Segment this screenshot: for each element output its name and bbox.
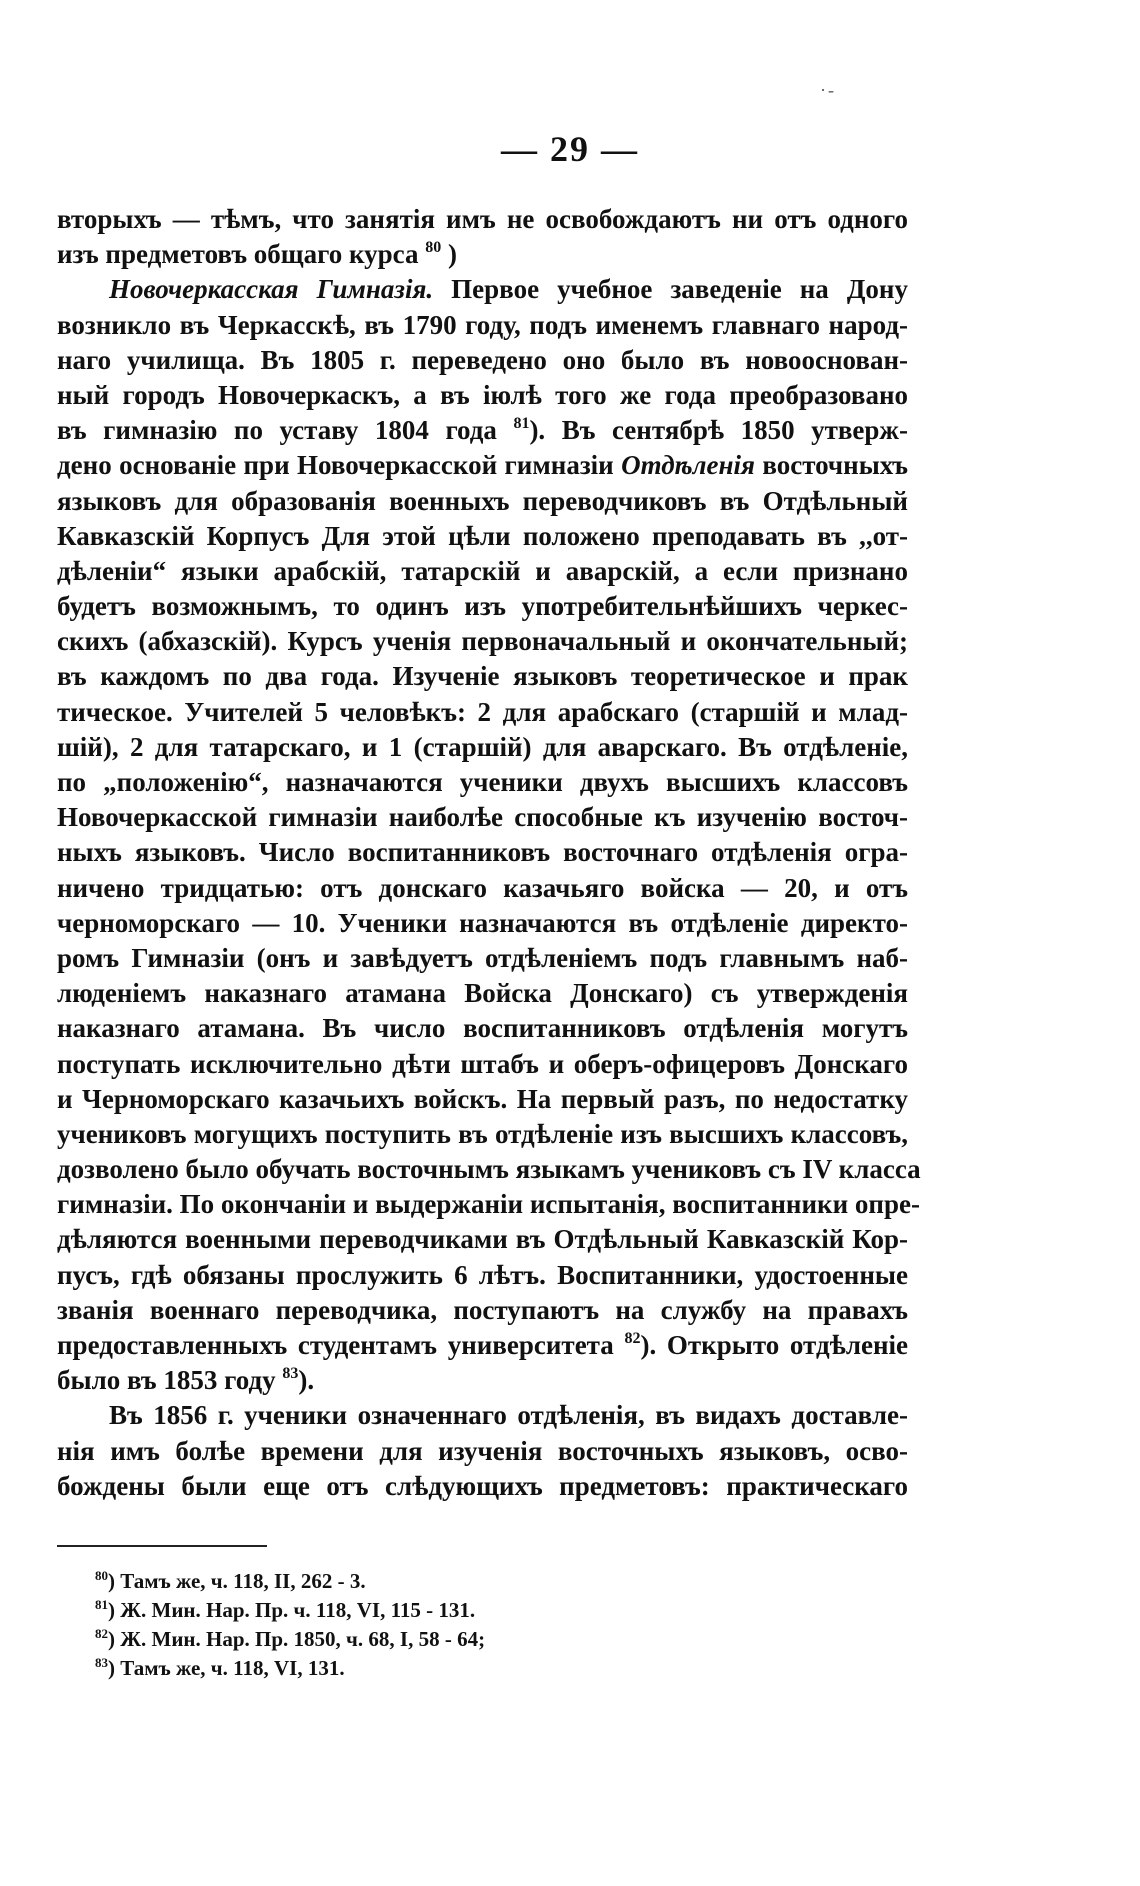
text-line: въ гимназію по уставу 1804 года $^{81}$). Въ сентябрѣ 1850 утверж- xyxy=(57,415,908,446)
text-line: гимназіи. По окончаніи и выдержаніи испытанія, воспитанники опре- xyxy=(57,1189,920,1220)
text-line: вторыхъ — тѣмъ, что занятія имъ не освобождаютъ ни отъ одного xyxy=(57,204,908,234)
body-text xyxy=(57,202,921,1504)
text-line: дѣляются военными переводчиками въ Отдѣльный Кавказскій Кор- xyxy=(57,1224,908,1255)
text-line: дѣленіи“ языки арабскій, татарскій и аварскій, а если признано xyxy=(57,555,908,586)
footnote-number: 83 xyxy=(95,1655,108,1670)
text-line: наказнаго атамана. Въ число воспитанниковъ отдѣленія могутъ xyxy=(57,1013,908,1044)
text-line: дено основаніе при Новочеркасской гимназіи Отдѣленія восточныхъ xyxy=(57,450,908,481)
text-line: шій), 2 для татарскаго, и 1 (старшій) для аварскаго. Въ отдѣленіе, xyxy=(57,731,908,762)
footnotes xyxy=(95,1567,795,1683)
footnote-number: 80 xyxy=(95,1568,108,1583)
footnote-ref: 82 xyxy=(624,1330,641,1347)
text-line: изъ предметовъ общаго курса $^{80}$ ) xyxy=(57,239,457,270)
text-line: языковъ для образованія военныхъ переводчиковъ въ Отдѣльный xyxy=(57,485,908,516)
footnote-number: 81 xyxy=(95,1597,108,1612)
text-line: тическое. Учителей 5 человѣкъ: 2 для арабскаго (старшій и млад- xyxy=(57,696,908,727)
text-line: черноморскаго — 10. Ученики назначаются въ отдѣленіе директо- xyxy=(57,907,908,938)
text-line: Кавказскій Корпусъ Для этой цѣли положено преподавать въ ,,от- xyxy=(57,520,908,551)
text-line: въ каждомъ по два года. Изученіе языковъ теоретическое и прак xyxy=(57,661,908,692)
section-heading-italic: Новочеркасская Гимназія. xyxy=(109,274,434,305)
footnote-ref: 83 xyxy=(282,1365,299,1383)
text-line: ничено тридцатью: отъ донскаго казачьяго войска — 20, и отъ xyxy=(57,872,908,903)
text-line: поступать исключительно дѣти штабъ и оберъ-офицеровъ Донскаго xyxy=(57,1048,908,1079)
text-line: люденіемъ наказнаго атамана Войска Донскаго) съ утвержденія xyxy=(57,978,908,1009)
text-line: и Черноморскаго казачьихъ войскъ. На первый разъ, по недостатку xyxy=(57,1083,908,1114)
footnote: $^{81}$) Ж. Мин. Нар. Пр. ч. 118, VI, 115 - 131. xyxy=(95,1597,476,1622)
text-line: будетъ возможнымъ, то одинъ изъ употребительнѣйшихъ черкес- xyxy=(57,591,908,622)
footnote-number: 82 xyxy=(95,1626,108,1641)
text-line: по „положенію“, назначаются ученики двухъ высшихъ классовъ xyxy=(57,767,908,797)
text-line: ныхъ языковъ. Число воспитанниковъ восточнаго отдѣленія огра- xyxy=(57,837,908,868)
text-line: возникло въ Черкасскѣ, въ 1790 году, подъ именемъ главнаго народ- xyxy=(57,309,908,340)
footnote: $^{80}$) Тамъ же, ч. 118, II, 262 - 3. xyxy=(95,1568,366,1593)
footnote: $^{82}$) Ж. Мин. Нар. Пр. 1850, ч. 68, I, 58 - 64; xyxy=(95,1626,486,1651)
text-line: учениковъ могущихъ поступить въ отдѣленіе изъ высшихъ классовъ, xyxy=(57,1118,908,1149)
text-line: скихъ (абхазскій). Курсъ ученія первоначальный и окончательный; xyxy=(57,626,908,657)
italic-term: Отдѣленія xyxy=(621,450,755,481)
text-line: званія военнаго переводчика, поступаютъ на службу на правахъ xyxy=(57,1294,908,1325)
print-specks: ·- xyxy=(820,80,836,100)
footnote-divider xyxy=(57,1545,267,1547)
text-line: пусъ, гдѣ обязаны прослужить 6 лѣтъ. Воспитанники, удостоенные xyxy=(57,1259,908,1290)
text-line: Новочеркасской гимназіи наиболѣе способные къ изученію восточ- xyxy=(57,802,908,833)
text-line: наго училища. Въ 1805 г. переведено оно было въ новооснован- xyxy=(57,344,908,375)
text-line: ный городъ Новочеркаскъ, а въ іюлѣ того же года преобразовано xyxy=(57,379,908,410)
footnote-ref: 81 xyxy=(513,415,530,433)
footnote-ref: 80 xyxy=(425,239,442,257)
text-line: ромъ Гимназіи (онъ и завѣдуетъ отдѣленіемъ подъ главнымъ наб- xyxy=(57,942,908,973)
paragraph-start-line: Въ 1856 г. ученики означеннаго отдѣленія, въ видахъ доставле- xyxy=(109,1400,908,1431)
text-line: бождены были еще отъ слѣдующихъ предметовъ: практическаго xyxy=(57,1470,908,1501)
text-line: предоставленныхъ студентамъ университета $^{82}$). Открыто отдѣленіе xyxy=(57,1330,909,1360)
text-line: дозволено было обучать восточнымъ языкамъ учениковъ съ IV класса xyxy=(57,1154,921,1185)
paragraph-start-line: Новочеркасская Гимназія. Первое учебное заведеніе на Дону xyxy=(109,274,908,305)
text-line: было въ 1853 году $^{83}$). xyxy=(57,1365,315,1396)
page-number: — 29 — xyxy=(501,129,639,169)
footnote: $^{83}$) Тамъ же, ч. 118, VI, 131. xyxy=(95,1655,345,1680)
text-line: нія имъ болѣе времени для изученія восточныхъ языковъ, осво- xyxy=(57,1435,908,1466)
